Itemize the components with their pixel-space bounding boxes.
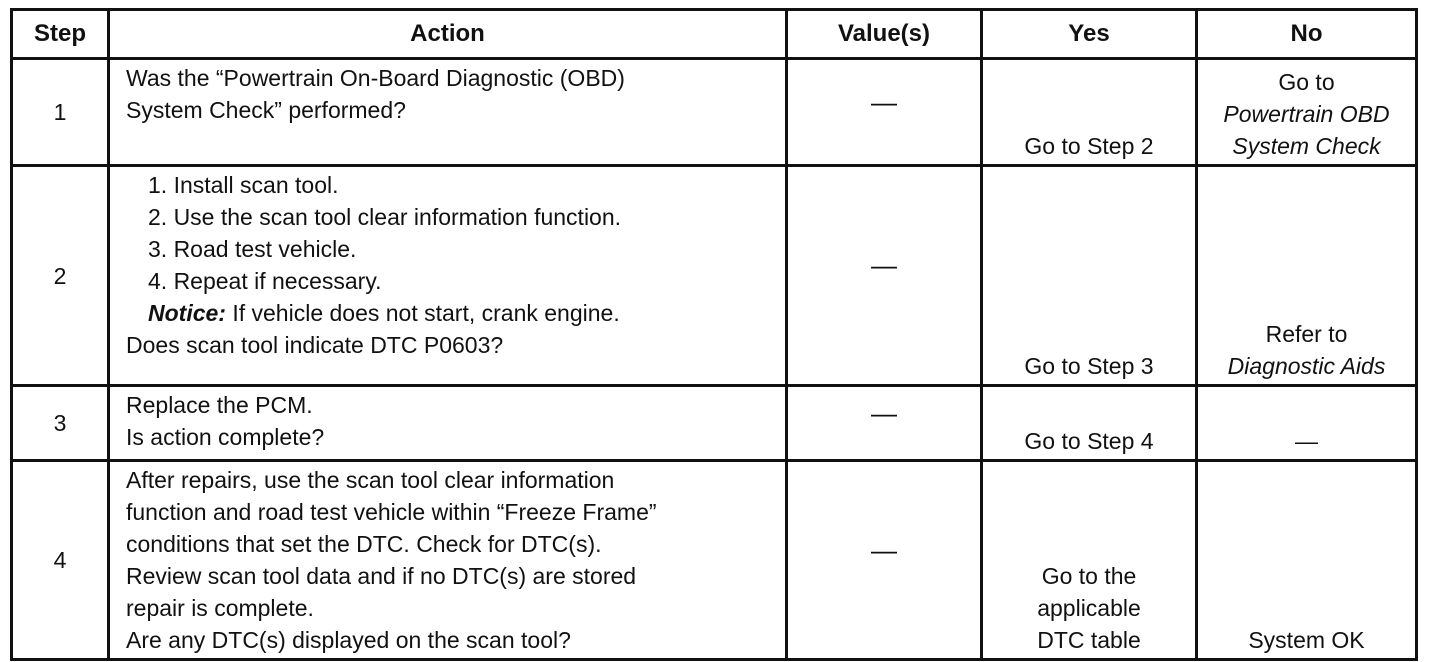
header-action: Action bbox=[109, 10, 787, 59]
table-row bbox=[12, 461, 1417, 660]
table-row bbox=[12, 59, 1417, 166]
action-line: After repairs, use the scan tool clear information bbox=[126, 467, 615, 493]
step-number: 1 bbox=[12, 59, 109, 166]
action-line: System Check” performed? bbox=[126, 97, 406, 123]
no-cell bbox=[1197, 386, 1417, 461]
value-dash: — bbox=[871, 87, 897, 117]
diagnostic-table bbox=[10, 8, 1418, 661]
action-line: repair is complete. bbox=[126, 595, 314, 621]
diagnostic-table-sheet bbox=[10, 8, 1415, 651]
no-text: System OK bbox=[1248, 627, 1365, 653]
action-cell bbox=[109, 166, 787, 386]
no-link-text: System Check bbox=[1232, 133, 1381, 159]
value-cell bbox=[787, 461, 982, 660]
header-values: Value(s) bbox=[787, 10, 982, 59]
header-step: Step bbox=[12, 10, 109, 59]
action-line: Review scan tool data and if no DTC(s) are stored bbox=[126, 563, 637, 589]
value-dash: — bbox=[871, 398, 897, 428]
action-line: conditions that set the DTC. Check for DTC(s). bbox=[126, 531, 602, 557]
notice-text: If vehicle does not start, crank engine. bbox=[225, 300, 620, 326]
value-cell bbox=[787, 386, 982, 461]
no-cell bbox=[1197, 461, 1417, 660]
yes-text: Go to Step 3 bbox=[1024, 353, 1154, 379]
yes-text: applicable bbox=[1037, 595, 1141, 621]
no-link-text: Diagnostic Aids bbox=[1227, 353, 1386, 379]
action-line: function and road test vehicle within “Freeze Frame” bbox=[126, 499, 657, 525]
no-text: Refer to bbox=[1265, 321, 1348, 347]
action-step-item: 1. Install scan tool. bbox=[148, 172, 339, 198]
action-step-item: 3. Road test vehicle. bbox=[148, 236, 357, 262]
header-no: No bbox=[1197, 10, 1417, 59]
no-cell bbox=[1197, 59, 1417, 166]
step-number: 4 bbox=[12, 461, 109, 660]
no-text: — bbox=[1295, 428, 1318, 454]
value-cell bbox=[787, 59, 982, 166]
action-steps-list bbox=[126, 169, 777, 297]
action-step-item: 4. Repeat if necessary. bbox=[148, 268, 382, 294]
notice-line bbox=[126, 297, 777, 329]
yes-text: Go to Step 2 bbox=[1024, 133, 1154, 159]
action-question: Does scan tool indicate DTC P0603? bbox=[126, 332, 504, 358]
yes-cell bbox=[982, 166, 1197, 386]
no-link-text: Powertrain OBD bbox=[1223, 101, 1390, 127]
notice-label: Notice: bbox=[148, 300, 226, 326]
value-cell bbox=[787, 166, 982, 386]
no-cell bbox=[1197, 166, 1417, 386]
step-number: 2 bbox=[12, 166, 109, 386]
action-cell bbox=[109, 461, 787, 660]
no-text: Go to bbox=[1278, 69, 1335, 95]
yes-text: Go to the bbox=[1041, 563, 1137, 589]
action-line: Was the “Powertrain On-Board Diagnostic (OBD) bbox=[126, 65, 625, 91]
yes-cell bbox=[982, 59, 1197, 166]
action-line: Is action complete? bbox=[126, 424, 325, 450]
table-row bbox=[12, 166, 1417, 386]
action-step-item: 2. Use the scan tool clear information function. bbox=[148, 204, 622, 230]
step-number: 3 bbox=[12, 386, 109, 461]
yes-text: Go to Step 4 bbox=[1024, 428, 1154, 454]
action-line: Replace the PCM. bbox=[126, 392, 313, 418]
header-yes: Yes bbox=[982, 10, 1197, 59]
value-dash: — bbox=[871, 250, 897, 280]
action-line: Are any DTC(s) displayed on the scan tool? bbox=[126, 627, 571, 653]
table-row bbox=[12, 386, 1417, 461]
header-row bbox=[12, 10, 1417, 59]
yes-text: DTC table bbox=[1037, 627, 1141, 653]
action-cell bbox=[109, 59, 787, 166]
action-cell bbox=[109, 386, 787, 461]
yes-cell bbox=[982, 386, 1197, 461]
yes-cell bbox=[982, 461, 1197, 660]
value-dash: — bbox=[871, 535, 897, 565]
